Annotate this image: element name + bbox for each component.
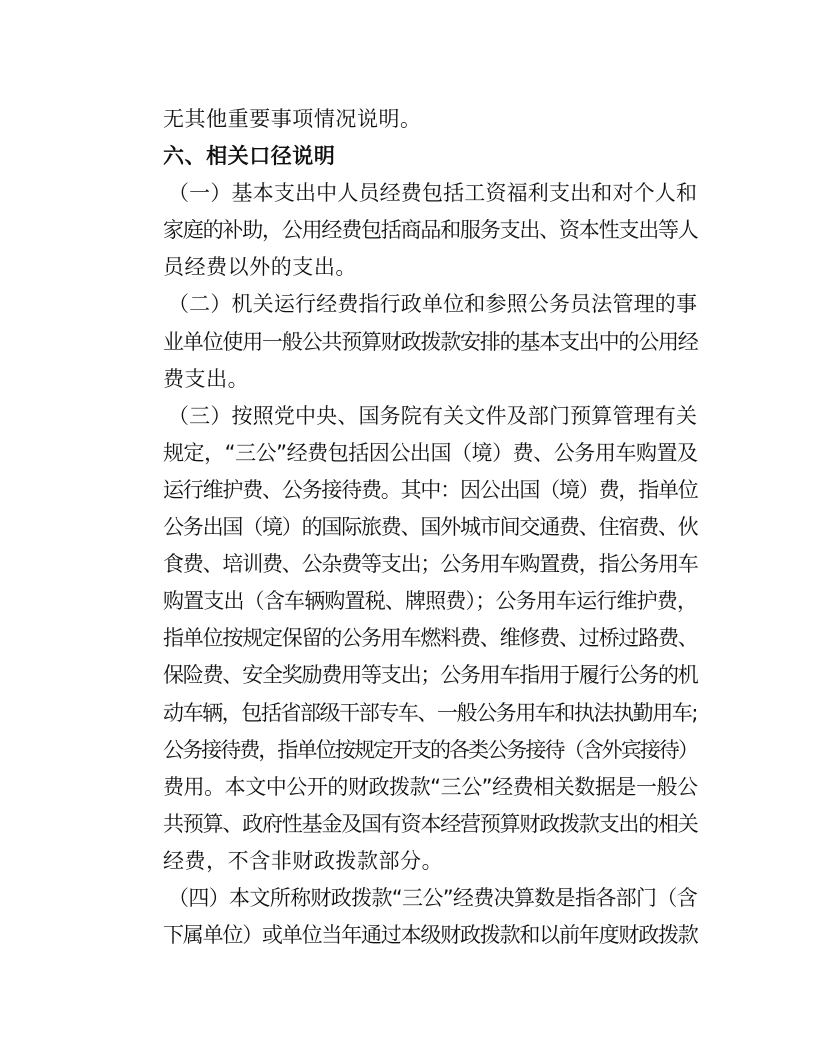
paragraph-line: 无其他重要事项情况说明。 <box>163 107 422 131</box>
paragraph-line: 共预算、政府性基金及国有资本经营预算财政拨款支出的相关 <box>163 811 698 836</box>
paragraph-line: 规定，“三公”经费包括因公出国（境）费、公务用车购置及 <box>163 440 698 465</box>
document-body <box>163 101 697 954</box>
paragraph-line: 费用。本文中公开的财政拨款“三公”经费相关数据是一般公 <box>163 774 698 799</box>
paragraph-line: 公务接待费，指单位按规定开支的各类公务接待（含外宾接待） <box>163 737 697 762</box>
paragraph-line: 家庭的补助，公用经费包括商品和服务支出、资本性支出等人 <box>163 218 698 243</box>
paragraph-line: 保险费、安全奖励费用等支出；公务用车指用于履行公务的机 <box>163 663 698 688</box>
paragraph-line: 食费、培训费、公杂费等支出；公务用车购置费，指公务用车 <box>163 552 698 577</box>
paragraph-line: 费支出。 <box>163 366 250 391</box>
paragraph-line: 业单位使用一般公共预算财政拨款安排的基本支出中的公用经 <box>163 329 698 354</box>
paragraph-line: （一）基本支出中人员经费包括工资福利支出和对个人和 <box>168 181 697 206</box>
paragraph-line: （二）机关运行经费指行政单位和参照公务员法管理的事 <box>168 292 697 317</box>
paragraph-line: 公务出国（境）的国际旅费、国外城市间交通费、住宿费、伙 <box>163 515 698 540</box>
section-heading: 六、相关口径说明 <box>163 144 336 169</box>
paragraph-line: 员经费以外的支出。 <box>163 255 357 280</box>
paragraph-line: （四）本文所称财政拨款“三公”经费决算数是指各部门（含 <box>168 885 697 910</box>
paragraph-line: 指单位按规定保留的公务用车燃料费、维修费、过桥过路费、 <box>163 626 698 651</box>
paragraph-line: 下属单位）或单位当年通过本级财政拨款和以前年度财政拨款 <box>163 923 698 948</box>
paragraph-line: 运行维护费、公务接待费。其中：因公出国（境）费，指单位 <box>163 477 698 502</box>
paragraph-line: 经费，不含非财政拨款部分。 <box>163 848 444 873</box>
paragraph-line: 购置支出（含车辆购置税、牌照费）；公务用车运行维护费， <box>163 589 697 614</box>
paragraph-line: 动车辆，包括省部级干部专车、一般公务用车和执法执勤用车; <box>163 700 697 725</box>
paragraph-line: （三）按照党中央、国务院有关文件及部门预算管理有关 <box>168 403 697 428</box>
